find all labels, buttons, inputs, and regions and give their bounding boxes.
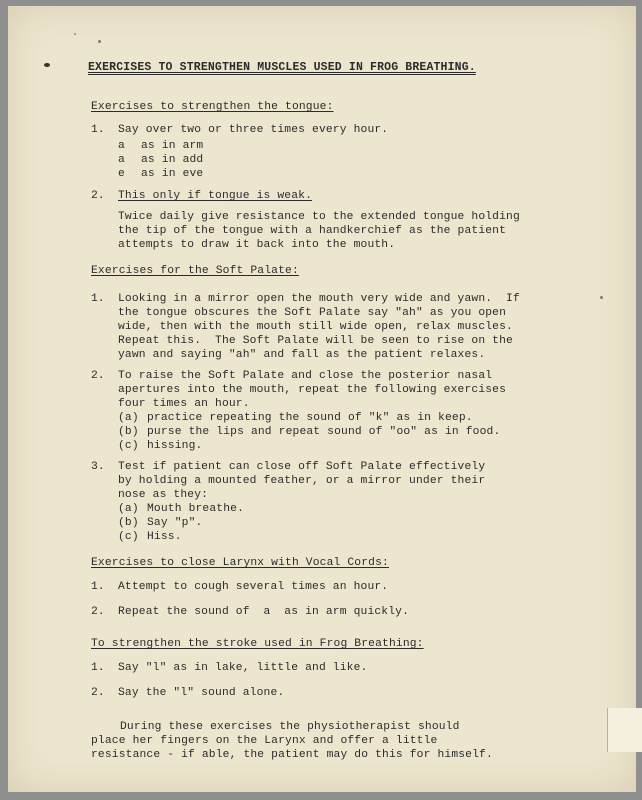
item-text: Repeat the sound of a as in arm quickly. <box>118 606 410 618</box>
sub-label: (c) <box>118 440 139 452</box>
sub-text: purse the lips and repeat sound of "oo" as in food. <box>147 426 501 438</box>
item-text: attempts to draw it back into the mouth. <box>118 239 396 251</box>
item-text: the tongue obscures the Soft Palate say "ah" as you open <box>118 307 507 319</box>
ink-spot <box>600 296 603 299</box>
item-number: 3. <box>91 461 105 473</box>
sub-text: practice repeating the sound of "k" as in keep. <box>147 412 473 424</box>
item-text: Twice daily give resistance to the extended tongue holding <box>118 211 520 223</box>
item-text: yawn and saying "ah" and fall as the patient relaxes. <box>118 349 486 361</box>
item-text: four times an hour. <box>118 398 250 410</box>
example-text: as in eve <box>141 168 204 180</box>
sub-label: (a) <box>118 412 139 424</box>
ink-spot <box>98 40 101 43</box>
ink-spot <box>74 33 76 35</box>
example-text: as in arm <box>141 140 204 152</box>
sub-label: (c) <box>118 531 139 543</box>
item-text: Say over two or three times every hour. <box>118 124 389 136</box>
item-number: 1. <box>91 581 105 593</box>
section-heading-stroke: To strengthen the stroke used in Frog Breathing: <box>91 638 424 650</box>
item-heading: This only if tongue is weak. <box>118 190 313 202</box>
section-heading-tongue: Exercises to strengthen the tongue: <box>91 101 334 113</box>
item-text: Say "l" as in lake, little and like. <box>118 662 368 674</box>
item-text: nose as they: <box>118 489 209 501</box>
item-text: by holding a mounted feather, or a mirror under their <box>118 475 486 487</box>
example-letter: a <box>118 154 125 166</box>
sub-text: Hiss. <box>147 531 182 543</box>
example-letter: e <box>118 168 125 180</box>
item-text: Say the "l" sound alone. <box>118 687 285 699</box>
item-number: 2. <box>91 190 105 202</box>
example-letter: a <box>118 140 125 152</box>
sub-label: (a) <box>118 503 139 515</box>
item-text: wide, then with the mouth still wide open, relax muscles. <box>118 321 513 333</box>
item-number: 2. <box>91 687 105 699</box>
item-number: 2. <box>91 370 105 382</box>
sub-label: (b) <box>118 426 139 438</box>
item-text: To raise the Soft Palate and close the posterior nasal <box>118 370 493 382</box>
item-text: apertures into the mouth, repeat the following exercises <box>118 384 507 396</box>
section-heading-palate: Exercises for the Soft Palate: <box>91 265 299 277</box>
item-number: 1. <box>91 293 105 305</box>
item-text: the tip of the tongue with a handkerchief as the patient <box>118 225 507 237</box>
example-text: as in add <box>141 154 204 166</box>
document-title: EXERCISES TO STRENGTHEN MUSCLES USED IN FROG BREATHING. <box>88 61 476 74</box>
sub-text: Mouth breathe. <box>147 503 245 515</box>
item-number: 1. <box>91 124 105 136</box>
item-text: Looking in a mirror open the mouth very wide and yawn. If <box>118 293 520 305</box>
ink-spot <box>44 63 50 67</box>
sub-label: (b) <box>118 517 139 529</box>
closing-text: place her fingers on the Larynx and offer a little <box>91 735 438 747</box>
section-heading-larynx: Exercises to close Larynx with Vocal Cords: <box>91 557 389 569</box>
item-text: Repeat this. The Soft Palate will be seen to rise on the <box>118 335 513 347</box>
item-text: Test if patient can close off Soft Palate effectively <box>118 461 486 473</box>
sub-text: Say "p". <box>147 517 203 529</box>
item-text: Attempt to cough several times an hour. <box>118 581 389 593</box>
item-number: 2. <box>91 606 105 618</box>
closing-text: During these exercises the physiotherapist should <box>120 721 460 733</box>
torn-corner <box>607 708 642 752</box>
closing-text: resistance - if able, the patient may do this for himself. <box>91 749 493 761</box>
item-number: 1. <box>91 662 105 674</box>
sub-text: hissing. <box>147 440 203 452</box>
